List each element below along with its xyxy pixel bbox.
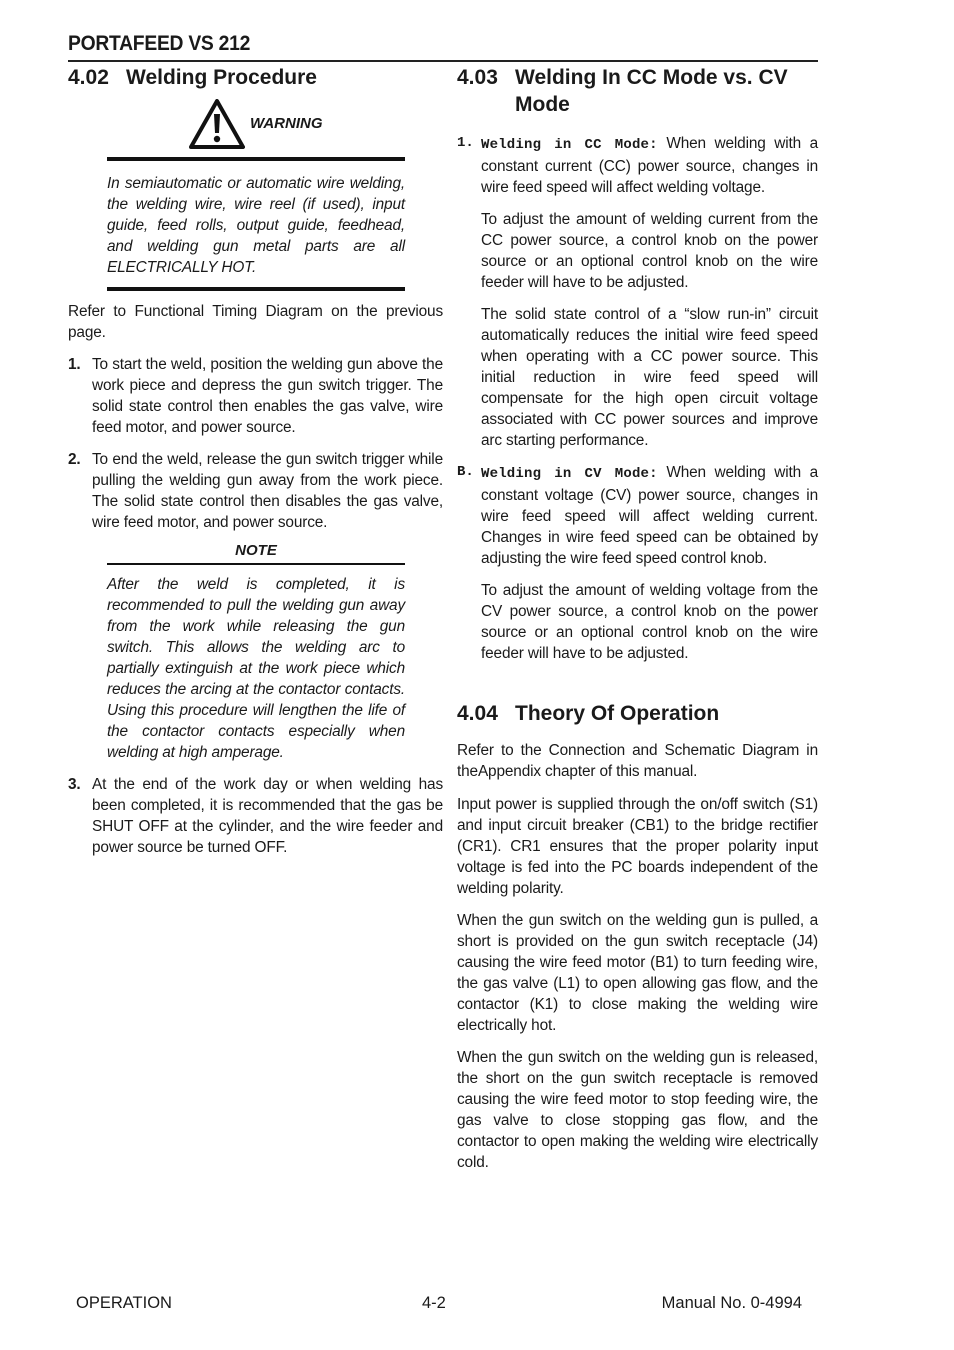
- section-title: Welding Procedure: [126, 66, 317, 89]
- section-title: Theory Of Operation: [515, 702, 720, 725]
- theory-paragraph: When the gun switch on the welding gun is released, the short on the gun switch receptacle is removed causing the wire feed motor to stop feeding wire, the gas valve to close stopping gas flow, and the contactor to open making the welding wire electrically cold.: [457, 1049, 818, 1171]
- warning-header: [107, 99, 405, 151]
- intro-paragraph: Refer to Functional Timing Diagram on the previous page.: [68, 303, 443, 341]
- note-rule: [107, 563, 405, 565]
- cv-mode-body: When welding with a constant voltage (CV) power source, changes in wire feed speed will affect welding current. Changes in wire feed speed can be obtained by adjusting the wire feed speed control knob.: [481, 464, 818, 567]
- left-column: [68, 64, 443, 858]
- list-item: [68, 354, 443, 438]
- document-title: PORTAFEED VS 212: [68, 32, 251, 55]
- section-title: Welding In CC Mode vs. CV Mode: [515, 66, 788, 116]
- step-text: To end the weld, release the gun switch trigger while pulling the welding gun away from the work piece. The solid state control then disables the gas valve, wire feed motor, and power source.: [92, 451, 443, 531]
- section-number: 4.03: [457, 66, 498, 89]
- list-item: [457, 133, 818, 198]
- cv-mode-text: [481, 462, 818, 569]
- step-text: At the end of the work day or when welding has been completed, it is recommended that the gas be SHUT OFF at the cylinder, and the wire feeder and power source be turned OFF.: [92, 776, 443, 856]
- item-marker: 1.: [457, 135, 474, 151]
- item-marker: B.: [457, 464, 474, 480]
- list-item: [457, 462, 818, 569]
- section-heading-4-03: [457, 64, 818, 118]
- page-footer: [76, 1294, 802, 1314]
- step-marker: 3.: [68, 776, 81, 793]
- warning-triangle-icon: [189, 99, 245, 149]
- section-heading-4-04: [457, 700, 818, 727]
- theory-paragraph: When the gun switch on the welding gun is pulled, a short is provided on the gun switch receptacle (J4) causing the wire feed motor (B1) to turn feeding wire, the gas valve (L1) to open allowing gas flow, and the contactor (K1) to close making the welding wire electrically hot.: [457, 912, 818, 1034]
- procedure-steps-continued: [68, 774, 443, 858]
- cv-mode-runin: Welding in CV Mode:: [481, 466, 658, 482]
- cc-mode-runin: Welding in CC Mode:: [481, 137, 658, 153]
- cc-paragraph-2: To adjust the amount of welding current from the CC power source, a control knob on the power source or an optional control knob on the wire feeder will have to be adjusted.: [481, 211, 818, 291]
- manual-number: Manual No. 0-4994: [661, 1294, 802, 1312]
- footer-chapter: OPERATION: [76, 1294, 172, 1312]
- cc-paragraph-3: The solid state control of a “slow run-in” circuit automatically reduces the initial wire feed speed when operating with a CC power source. This initial reduction in wire feed speed will compensate for the high open circuit voltage associated with CC power sources and improve arc starting performance.: [481, 306, 818, 449]
- note-text: After the weld is completed, it is recommended to pull the welding gun away from the work while releasing the gun switch. This allows the welding arc to partially extinguish at the work piece which reduces the arcing at the contactor contacts. Using this procedure will lengthen the life of the contactor contacts especially when welding at high amperage.: [107, 576, 405, 761]
- step-marker: 2.: [68, 451, 81, 468]
- step-marker: 1.: [68, 356, 81, 373]
- page-header: [68, 32, 818, 62]
- list-item: [68, 449, 443, 533]
- section-heading-4-02: [68, 64, 443, 91]
- warning-rule-top: [107, 157, 405, 161]
- warning-rule-bottom: [107, 287, 405, 291]
- cc-mode-text: [481, 133, 818, 198]
- warning-text: In semiautomatic or automatic wire welding, the welding wire, wire reel (if used), input guide, feed rolls, output guide, feedhead, and welding gun metal parts are all ELECTRICALLY HOT.: [107, 175, 405, 276]
- procedure-steps: [68, 354, 443, 533]
- page-number: 4-2: [422, 1294, 446, 1312]
- warning-callout: [107, 99, 405, 291]
- section-number: 4.02: [68, 66, 109, 89]
- cc-mode-body: When welding with a constant current (CC) power source, changes in wire feed speed will affect welding voltage.: [481, 135, 818, 196]
- right-column: [457, 64, 818, 1173]
- mode-list: [457, 133, 818, 664]
- note-label: NOTE: [235, 542, 277, 559]
- warning-label: WARNING: [250, 115, 323, 132]
- theory-paragraph: Input power is supplied through the on/off switch (S1) and input circuit breaker (CB1) to the bridge rectifier (CR1). CR1 ensures that the proper polarity input voltage is fed into the PC boards independent of the welding polarity.: [457, 796, 818, 897]
- section-number: 4.04: [457, 702, 498, 725]
- note-callout: [107, 541, 405, 763]
- cv-paragraph-2: To adjust the amount of welding voltage from the CV power source, a control knob on the power source or an optional control knob on the wire feeder will have to be adjusted.: [481, 582, 818, 662]
- list-item: [68, 774, 443, 858]
- step-text: To start the weld, position the welding gun above the work piece and depress the gun switch trigger. The solid state control then enables the gas valve, wire feed motor, and power source.: [92, 356, 443, 436]
- theory-paragraph: Refer to the Connection and Schematic Diagram in theAppendix chapter of this manual.: [457, 742, 818, 780]
